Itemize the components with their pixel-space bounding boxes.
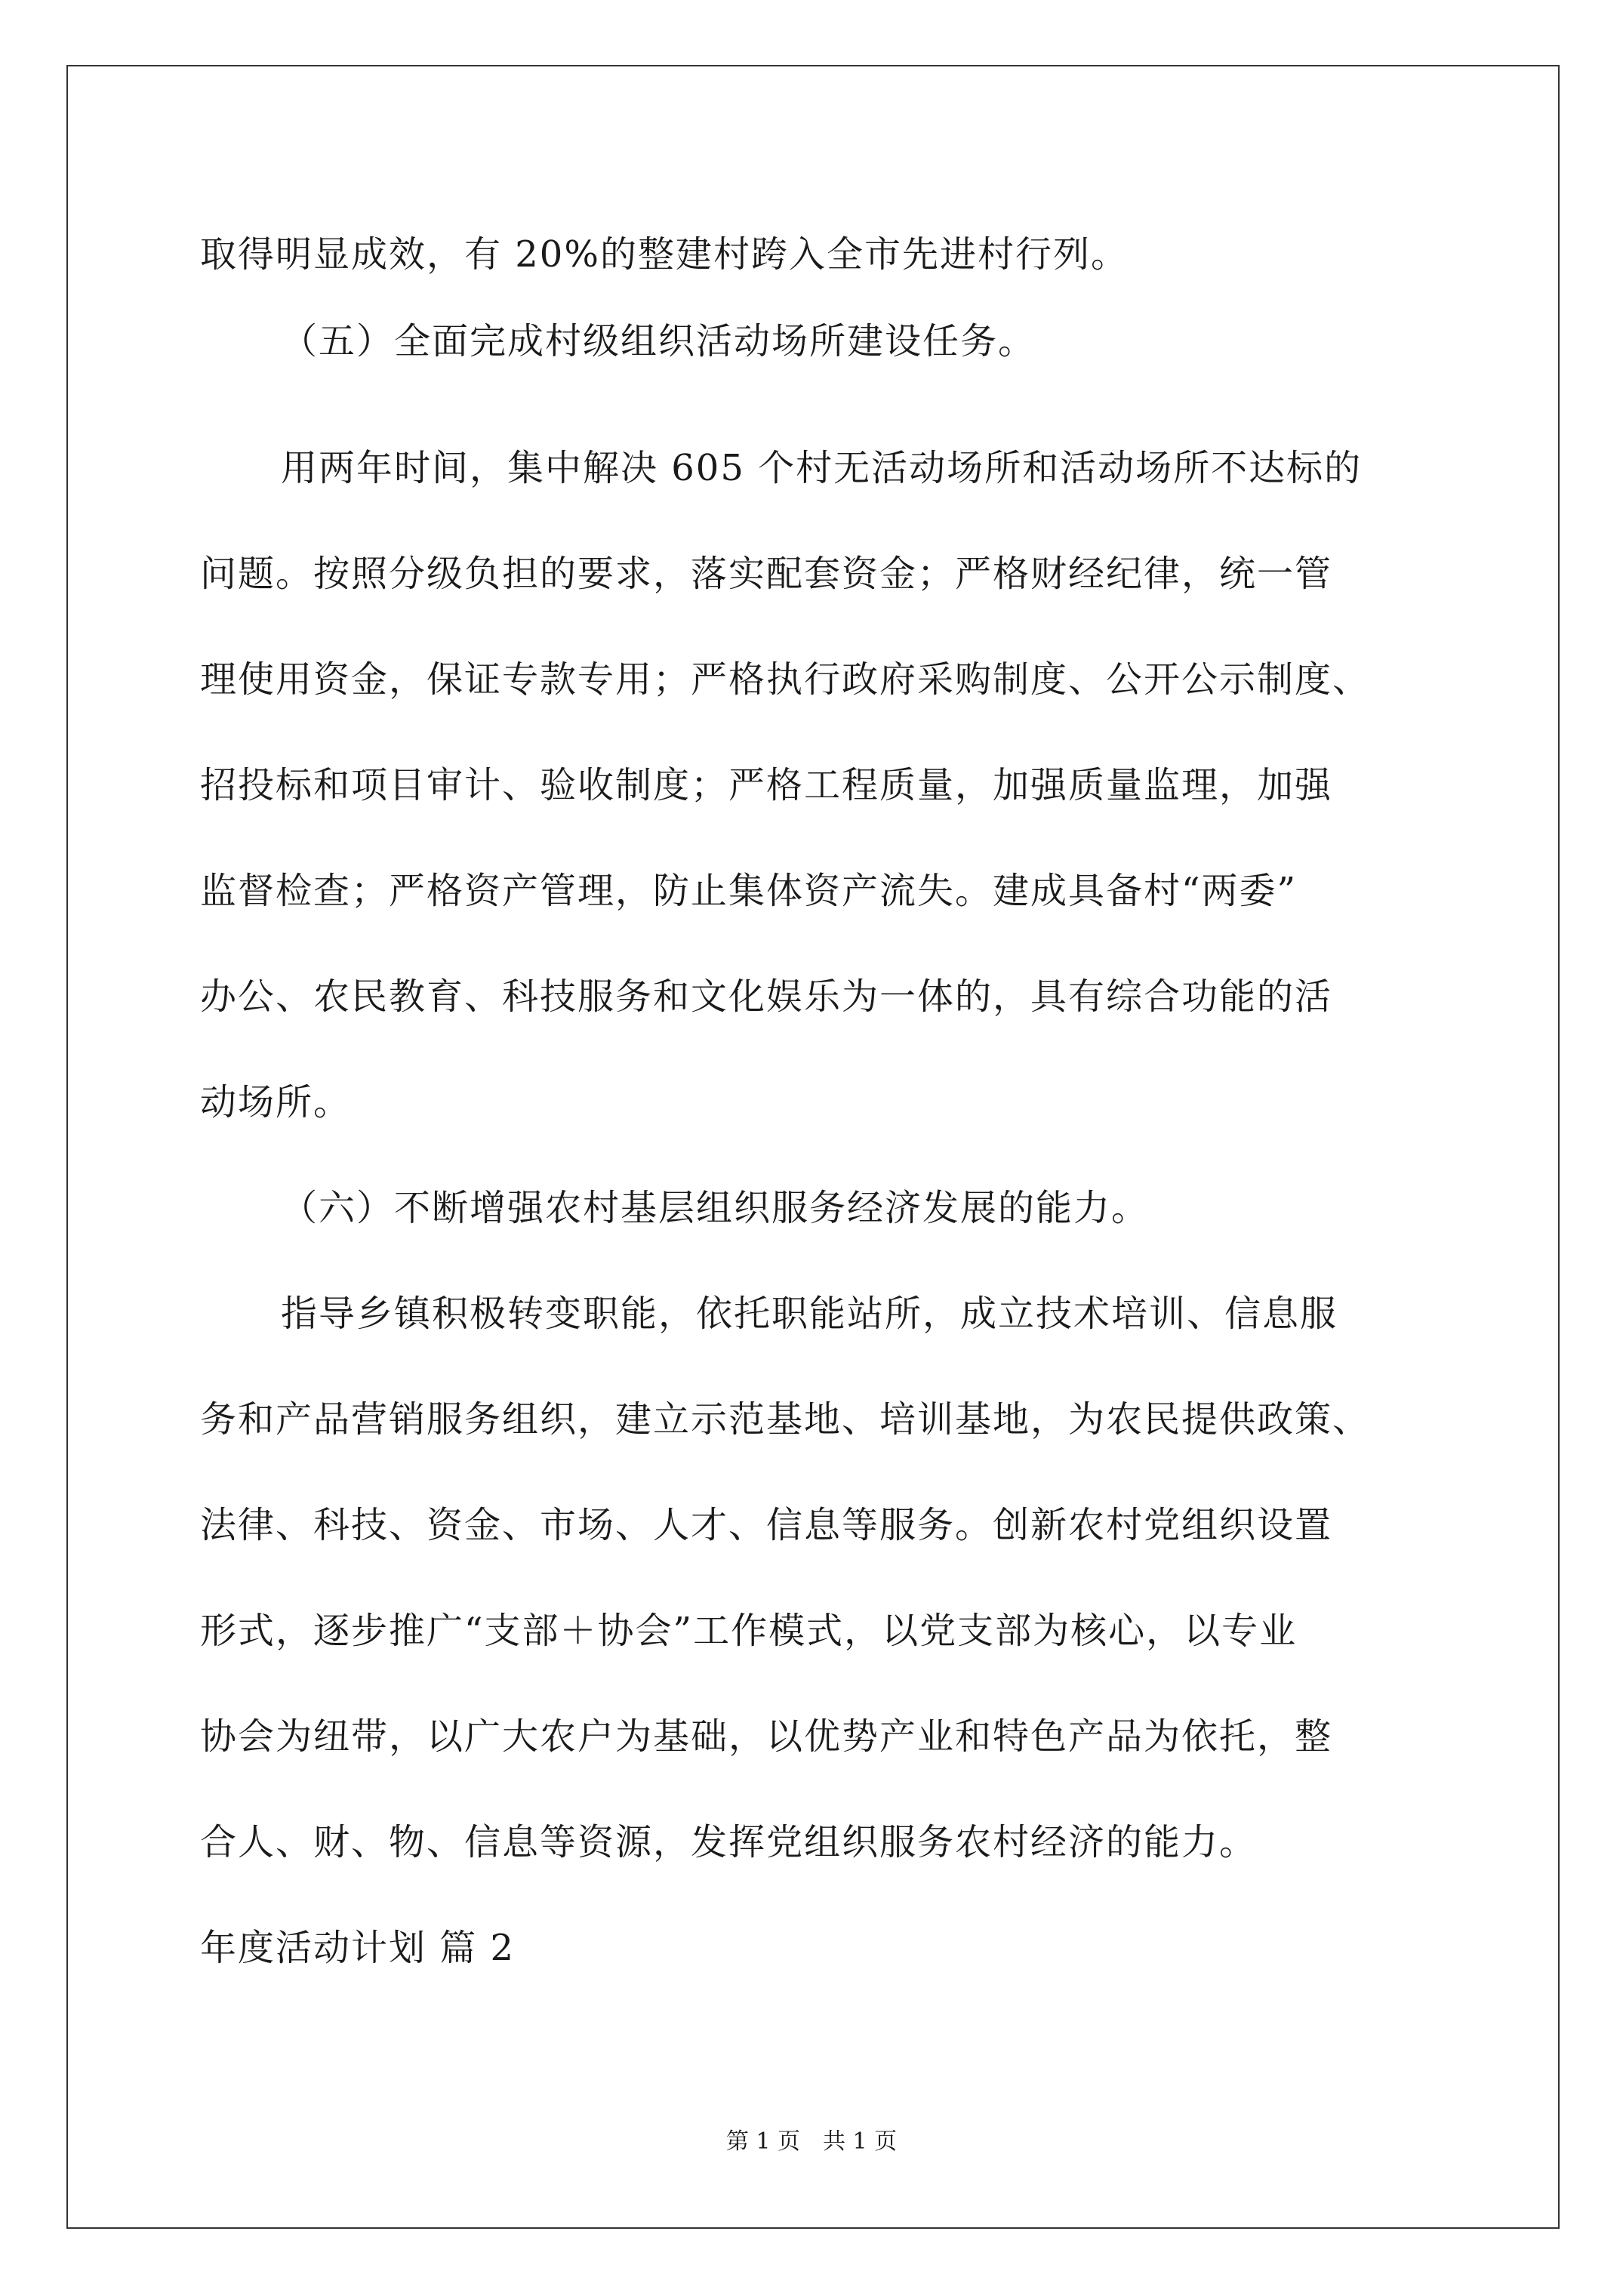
text-line: 理使用资金，保证专款专用；严格执行政府采购制度、公开公示制度、 xyxy=(200,658,1371,701)
text-line: 动场所。 xyxy=(200,1081,352,1123)
page-border xyxy=(66,65,1560,2229)
text-line: 法律、科技、资金、市场、人才、信息等服务。创新农村党组织设置 xyxy=(200,1504,1333,1546)
text-line: 合人、财、物、信息等资源，发挥党组织服务农村经济的能力。 xyxy=(200,1821,1258,1863)
text-line: 指导乡镇积极转变职能，依托职能站所，成立技术培训、信息服 xyxy=(281,1293,1338,1335)
text-line: 取得明显成效，有 20%的整建村跨入全市先进村行列。 xyxy=(200,233,1129,276)
text-line: 协会为纽带，以广大农户为基础，以优势产业和特色产品为依托，整 xyxy=(200,1715,1333,1758)
article-title: 年度活动计划 篇 2 xyxy=(200,1927,516,1969)
section-heading: （六）不断增强农村基层组织服务经济发展的能力。 xyxy=(281,1187,1150,1229)
text-line: 办公、农民教育、科技服务和文化娱乐为一体的，具有综合功能的活 xyxy=(200,975,1333,1018)
text-line: 监督检查；严格资产管理，防止集体资产流失。建成具备村“两委” xyxy=(200,870,1298,912)
text-line: 务和产品营销服务组织，建立示范基地、培训基地，为农民提供政策、 xyxy=(200,1398,1371,1441)
text-line: 形式，逐步推广“支部＋协会”工作模式，以党支部为核心，以专业 xyxy=(200,1610,1298,1652)
text-line: 招投标和项目审计、验收制度；严格工程质量，加强质量监理，加强 xyxy=(200,764,1333,806)
section-heading: （五）全面完成村级组织活动场所建设任务。 xyxy=(281,320,1036,362)
page-footer: 第 1 页 共 1 页 xyxy=(725,2128,898,2155)
text-line: 用两年时间，集中解决 605 个村无活动场所和活动场所不达标的 xyxy=(281,447,1363,489)
text-line: 问题。按照分级负担的要求，落实配套资金；严格财经纪律，统一管 xyxy=(200,553,1333,595)
